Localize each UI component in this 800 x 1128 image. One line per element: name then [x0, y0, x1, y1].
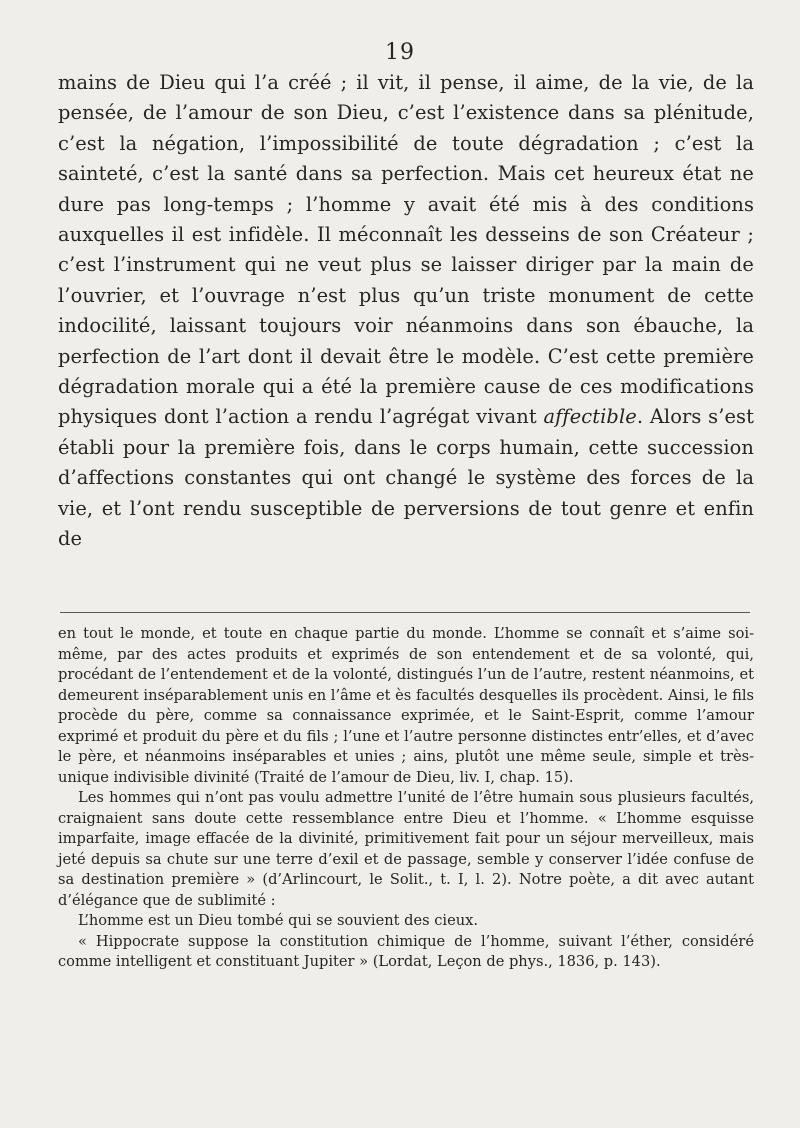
main-paragraph: [58, 68, 754, 555]
footnote-separator: [60, 612, 750, 613]
main-text-end: . Alors s’est établi pour la première fois, dans le corps humain, cette succession d’affections constantes qui ont changé le système des forces de la vie, et l’ont rendu susceptible de perversions de tout genre et enfin de: [58, 405, 754, 551]
footnotes-block: [58, 624, 754, 973]
footnote-paragraph-2: Les hommes qui n’ont pas voulu admettre l’unité de l’être humain sous plusieurs facultés, craignaient sans doute cette ressemblance entre Dieu et l’homme. « L’homme esquisse imparfaite, image effacée de la divinité, primitivement fait pour un séjour merveilleux, mais jeté depuis sa chute sur une terre d’exil et de passage, semble y conserver l’idée confuse de sa destination première » (d’Arlincourt, le Solit., t. I, l. 2). Notre poète, a dit avec autant d’élégance que de sublimité :: [58, 789, 754, 909]
footnote-quotation: « Hippocrate suppose la constitution chimique de l’homme, suivant l’éther, considéré comme intelligent et constituant Jupiter » (Lordat, Leçon de phys., 1836, p. 143).: [58, 932, 754, 970]
main-text-italic-term: affectible: [543, 405, 637, 429]
main-text-block: [58, 68, 754, 555]
main-text-start: mains de Dieu qui l’a créé ; il vit, il pense, il aime, de la vie, de la pensée, de l’amour de son Dieu, c’est l’existence dans sa plénitude, c’est la négation, l’impossibilité de toute dégradation ; c’est la sainteté, c’est la santé dans sa perfection. Mais cet heureux état ne dure pas long-temps ; l’homme y avait été mis à des conditions auxquelles il est infidèle. Il méconnaît les desseins de son Créateur ; c’est l’instrument qui ne veut plus se laisser diriger par la main de l’ouvrier, et l’ouvrage n’est plus qu’un triste monument de cette indocilité, laissant toujours voir néanmoins dans son ébauche, la perfection de l’art dont il devait être le modèle. C’est cette première dégradation morale qui a été la première cause de ces modifications physiques dont l’action a rendu l’agrégat vivant: [58, 71, 754, 429]
page-number: 19: [385, 40, 415, 65]
footnote-paragraph-1: en tout le monde, et toute en chaque partie du monde. L’homme se connaît et s’aime soi-même, par des actes produits et exprimés de son entendement et de sa volonté, qui, procédant de l’entendement et de la volonté, distingués l’un de l’autre, restent néanmoins, et demeurent inséparablement unis en l’âme et ès facultés desquelles ils procèdent. Ainsi, le fils procède du père, comme sa connaissance exprimée, et le Saint-Esprit, comme l’amour exprimé et produit du père et du fils ; l’une et l’autre personne distinctes entr’elles, et d’avec le père, et néanmoins inséparables et unies ; ains, plutôt une même seule, simple et très-unique indivisible divinité (Traité de l’amour de Dieu, liv. I, chap. 15).: [58, 625, 754, 786]
footnote-verse: L’homme est un Dieu tombé qui se souvient des cieux.: [78, 912, 478, 929]
